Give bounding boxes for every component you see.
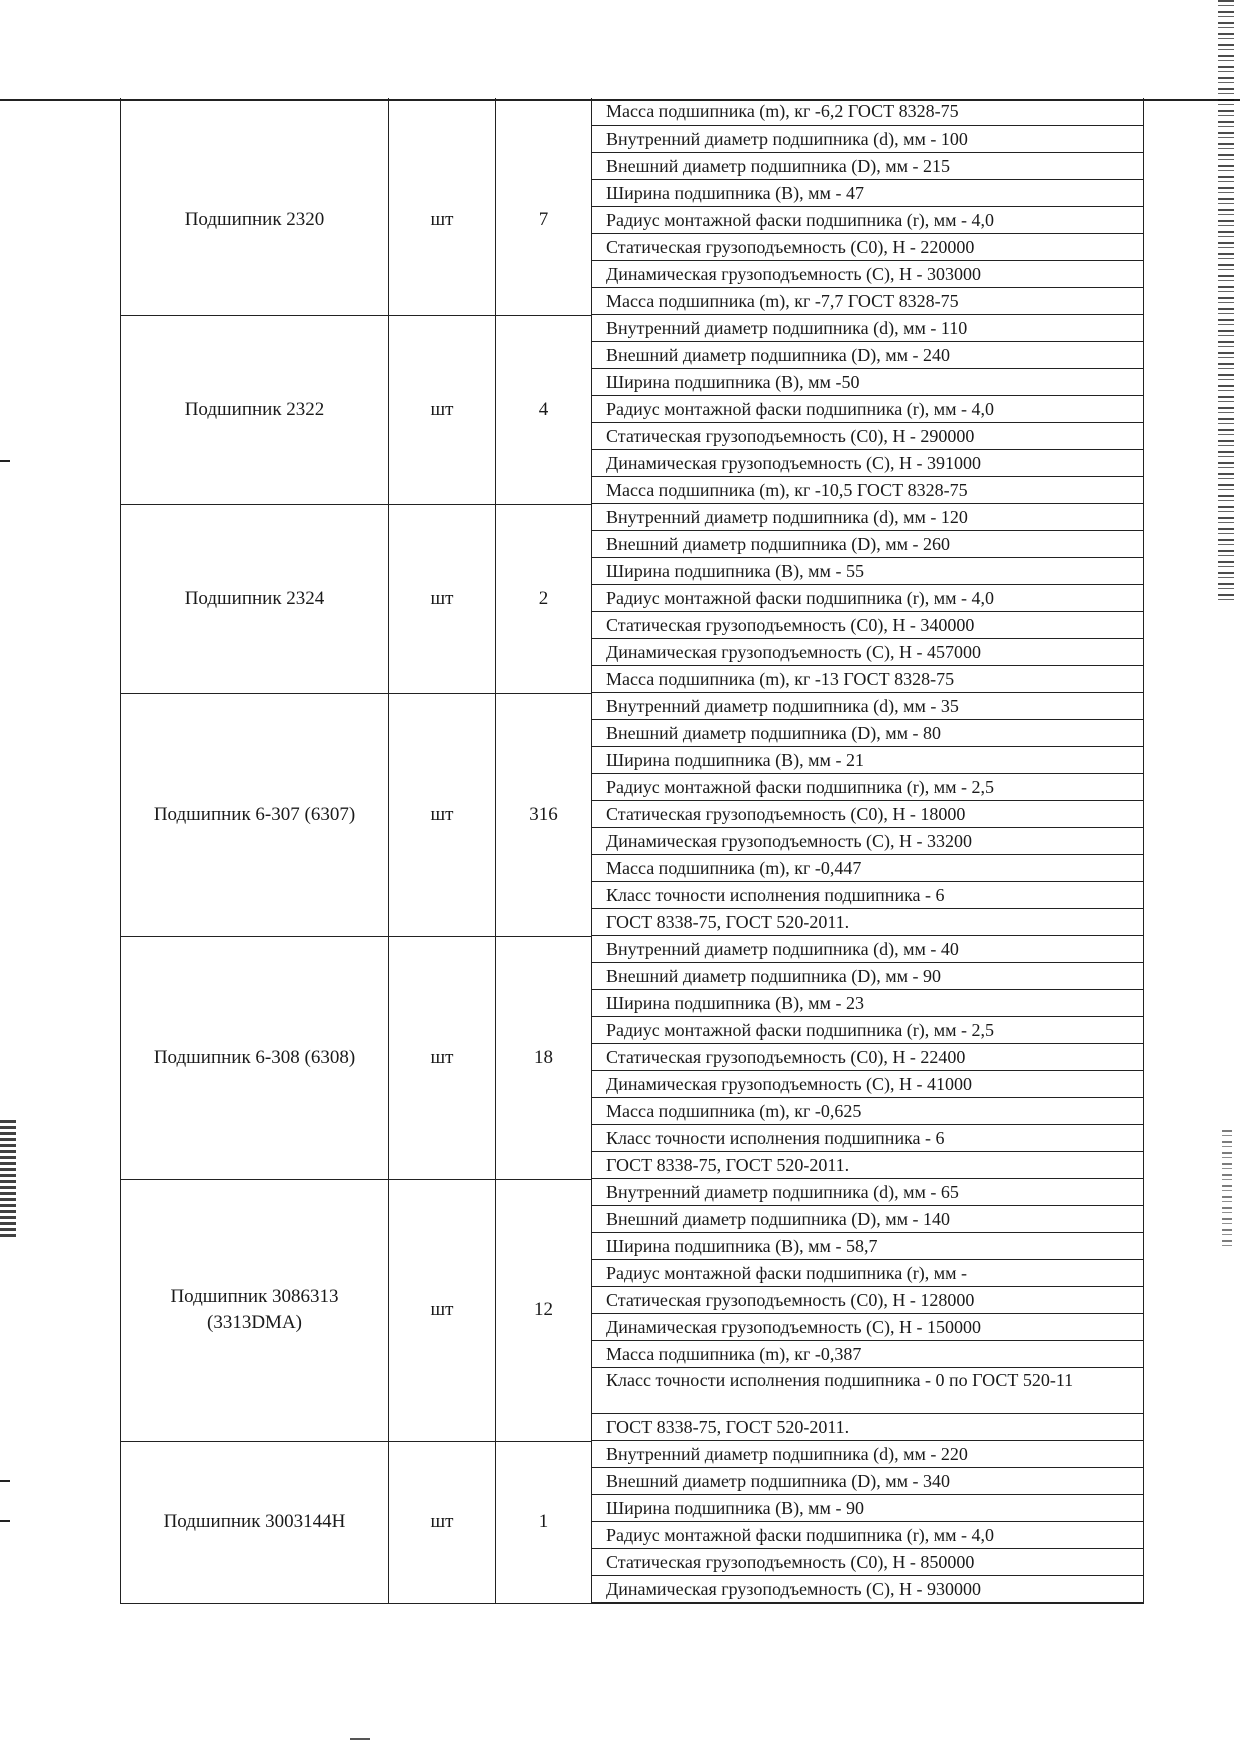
- item-property-line: Статическая грузоподъемность (С0), Н - 220000: [592, 234, 1143, 261]
- table-row: [121, 315, 1144, 504]
- item-property-line: Внешний диаметр подшипника (D), мм - 215: [592, 153, 1143, 180]
- item-property-line: Радиус монтажной фаски подшипника (r), мм - 4,0: [592, 585, 1143, 612]
- table-row: [121, 1441, 1144, 1604]
- continuation-row: [121, 98, 1144, 126]
- item-property-line: Внутренний диаметр подшипника (d), мм - 35: [592, 693, 1143, 720]
- item-property-line: Масса подшипника (m), кг -0,447: [592, 855, 1143, 882]
- item-property-line: Внутренний диаметр подшипника (d), мм - 220: [592, 1441, 1143, 1468]
- item-property-line: Динамическая грузоподъемность (С), Н - 391000: [592, 450, 1143, 477]
- scan-edge-mark: [0, 460, 10, 462]
- item-property-line: Внешний диаметр подшипника (D), мм - 90: [592, 963, 1143, 990]
- bearing-spec-table: [120, 98, 1144, 1604]
- item-property-line: Масса подшипника (m), кг -0,387: [592, 1341, 1143, 1368]
- item-property-line: Внешний диаметр подшипника (D), мм - 240: [592, 342, 1143, 369]
- item-unit-cell: шт: [389, 1179, 496, 1441]
- table-row: [121, 1179, 1144, 1441]
- item-property-line: Ширина подшипника (B), мм - 21: [592, 747, 1143, 774]
- item-property-line: Статическая грузоподъемность (С0), Н - 128000: [592, 1287, 1143, 1314]
- item-qty-cell: 1: [496, 1441, 592, 1604]
- item-property-line: Ширина подшипника (B), мм - 90: [592, 1495, 1143, 1522]
- item-property-line: ГОСТ 8338-75, ГОСТ 520-2011.: [592, 1152, 1143, 1179]
- item-props-cell: [592, 126, 1144, 316]
- continuation-props-cell: [592, 98, 1144, 126]
- item-property-line: Динамическая грузоподъемность (С), Н - 930000: [592, 1576, 1143, 1603]
- item-property-line: Динамическая грузоподъемность (С), Н - 33200: [592, 828, 1143, 855]
- item-name-cell: Подшипник 6-307 (6307): [121, 693, 389, 936]
- item-name-cell: Подшипник 3086313 (3313DMA): [121, 1179, 389, 1441]
- item-property-line: Динамическая грузоподъемность (С), Н - 150000: [592, 1314, 1143, 1341]
- table-row: [121, 693, 1144, 936]
- item-unit-cell: шт: [389, 936, 496, 1179]
- scan-edge-mark: [0, 1480, 10, 1482]
- item-property-line: Радиус монтажной фаски подшипника (r), мм - 2,5: [592, 1017, 1143, 1044]
- item-property-line: Ширина подшипника (B), мм - 58,7: [592, 1233, 1143, 1260]
- item-qty-cell: 18: [496, 936, 592, 1179]
- item-unit-cell: шт: [389, 693, 496, 936]
- item-props-cell: [592, 1441, 1144, 1604]
- table-row: [121, 936, 1144, 1179]
- item-props-cell: [592, 315, 1144, 504]
- item-property-line: Статическая грузоподъемность (С0), Н - 22400: [592, 1044, 1143, 1071]
- item-property-line: Динамическая грузоподъемность (С), Н - 457000: [592, 639, 1143, 666]
- item-property-line: Статическая грузоподъемность (С0), Н - 850000: [592, 1549, 1143, 1576]
- item-property-line: Внешний диаметр подшипника (D), мм - 340: [592, 1468, 1143, 1495]
- item-property-line: ГОСТ 8338-75, ГОСТ 520-2011.: [592, 1414, 1143, 1441]
- item-props-cell: [592, 936, 1144, 1179]
- item-property-line: Ширина подшипника (B), мм - 47: [592, 180, 1143, 207]
- item-property-line: Динамическая грузоподъемность (С), Н - 303000: [592, 261, 1143, 288]
- continuation-line: Масса подшипника (m), кг -6,2 ГОСТ 8328-75: [606, 101, 959, 121]
- item-property-line: Внутренний диаметр подшипника (d), мм - 65: [592, 1179, 1143, 1206]
- item-property-line: Ширина подшипника (B), мм - 23: [592, 990, 1143, 1017]
- item-property-line: Внутренний диаметр подшипника (d), мм - 110: [592, 315, 1143, 342]
- item-property-line: Внутренний диаметр подшипника (d), мм - 120: [592, 504, 1143, 531]
- item-name-cell: Подшипник 6-308 (6308): [121, 936, 389, 1179]
- item-property-line: Динамическая грузоподъемность (С), Н - 41000: [592, 1071, 1143, 1098]
- continuation-qty-cell: [496, 98, 592, 126]
- table-row: [121, 126, 1144, 316]
- item-property-line: Ширина подшипника (B), мм - 55: [592, 558, 1143, 585]
- item-property-line: Статическая грузоподъемность (С0), Н - 290000: [592, 423, 1143, 450]
- item-property-line: ГОСТ 8338-75, ГОСТ 520-2011.: [592, 909, 1143, 936]
- item-qty-cell: 4: [496, 315, 592, 504]
- item-unit-cell: шт: [389, 1441, 496, 1604]
- table-row: [121, 504, 1144, 693]
- item-property-line: Класс точности исполнения подшипника - 6: [592, 1125, 1143, 1152]
- item-qty-cell: 12: [496, 1179, 592, 1441]
- item-property-line: Масса подшипника (m), кг -7,7 ГОСТ 8328-75: [592, 288, 1143, 315]
- item-qty-cell: 316: [496, 693, 592, 936]
- item-property-line: Внутренний диаметр подшипника (d), мм - 40: [592, 936, 1143, 963]
- item-props-cell: [592, 1179, 1144, 1441]
- item-property-line: Радиус монтажной фаски подшипника (r), мм - 4,0: [592, 207, 1143, 234]
- item-property-line: Внутренний диаметр подшипника (d), мм - 100: [592, 126, 1143, 153]
- spec-table-body: [121, 98, 1144, 1604]
- item-name-cell: Подшипник 2322: [121, 315, 389, 504]
- item-property-line: Внешний диаметр подшипника (D), мм - 80: [592, 720, 1143, 747]
- scan-edge-mark: [0, 1520, 10, 1522]
- item-props-cell: [592, 693, 1144, 936]
- page-footer-mark: [350, 1738, 370, 1740]
- item-property-line: Внешний диаметр подшипника (D), мм - 140: [592, 1206, 1143, 1233]
- continuation-unit-cell: [389, 98, 496, 126]
- item-property-line: Ширина подшипника (B), мм -50: [592, 369, 1143, 396]
- item-property-line: Радиус монтажной фаски подшипника (r), мм - 2,5: [592, 774, 1143, 801]
- item-unit-cell: шт: [389, 126, 496, 316]
- item-name-cell: Подшипник 3003144Н: [121, 1441, 389, 1604]
- item-unit-cell: шт: [389, 315, 496, 504]
- scan-barcode-strip: [1222, 1130, 1232, 1250]
- item-property-line: Масса подшипника (m), кг -0,625: [592, 1098, 1143, 1125]
- item-property-line: Радиус монтажной фаски подшипника (r), мм - 4,0: [592, 396, 1143, 423]
- item-property-line: Радиус монтажной фаски подшипника (r), мм - 4,0: [592, 1522, 1143, 1549]
- item-property-line: Класс точности исполнения подшипника - 6: [592, 882, 1143, 909]
- item-name-cell: Подшипник 2324: [121, 504, 389, 693]
- scan-barcode-strip: [1218, 0, 1234, 600]
- item-unit-cell: шт: [389, 504, 496, 693]
- item-property-line: Внешний диаметр подшипника (D), мм - 260: [592, 531, 1143, 558]
- item-property-line: Масса подшипника (m), кг -13 ГОСТ 8328-75: [592, 666, 1143, 693]
- item-qty-cell: 7: [496, 126, 592, 316]
- item-property-line: Масса подшипника (m), кг -10,5 ГОСТ 8328-75: [592, 477, 1143, 504]
- item-name-cell: Подшипник 2320: [121, 126, 389, 316]
- continuation-name-cell: [121, 98, 389, 126]
- item-qty-cell: 2: [496, 504, 592, 693]
- item-props-cell: [592, 504, 1144, 693]
- item-property-line: Класс точности исполнения подшипника - 0 по ГОСТ 520-11: [592, 1368, 1143, 1414]
- item-property-line: Радиус монтажной фаски подшипника (r), мм -: [592, 1260, 1143, 1287]
- scan-edge-mark: [0, 1120, 16, 1240]
- item-property-line: Статическая грузоподъемность (С0), Н - 340000: [592, 612, 1143, 639]
- item-property-line: Статическая грузоподъемность (С0), Н - 18000: [592, 801, 1143, 828]
